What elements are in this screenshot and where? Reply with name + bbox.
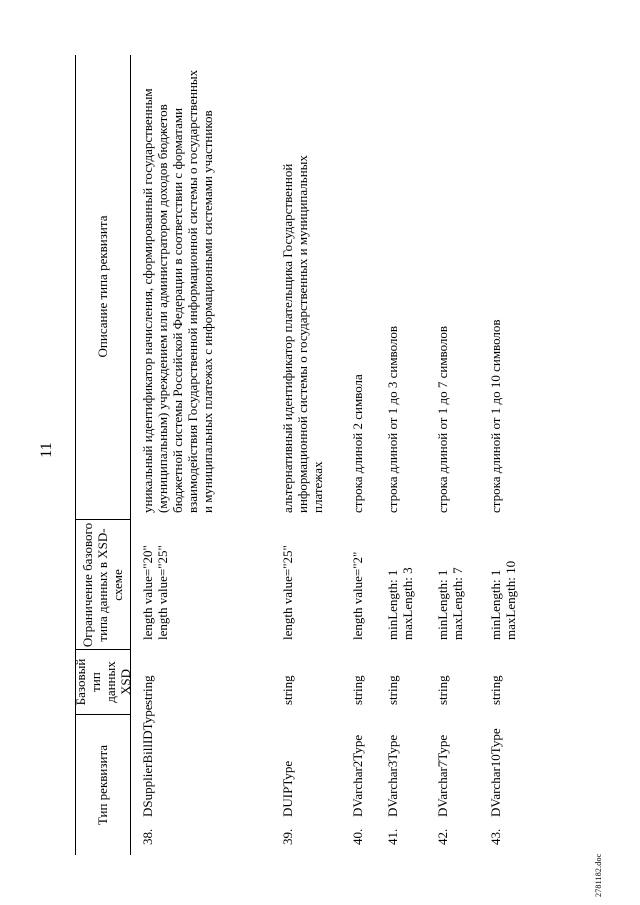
- row-type: DVarchar3Type: [385, 734, 400, 817]
- header-description: Описание типа реквизита: [95, 215, 110, 358]
- row-base-type: string: [385, 675, 400, 705]
- page-number: 11: [38, 442, 55, 458]
- row-number: 41.: [385, 828, 400, 845]
- row-restriction-line: maxLength: 3: [400, 567, 415, 640]
- row-restriction-line: length value="20": [140, 545, 155, 640]
- row-description: строка длиной 2 символа: [350, 374, 365, 513]
- row-restriction-line: minLength: 1: [385, 569, 400, 640]
- row-restriction-line: maxLength: 10: [503, 560, 518, 640]
- row-type: DVarchar7Type: [435, 734, 450, 817]
- row-number: 39.: [280, 828, 295, 845]
- row-base-type: string: [140, 675, 155, 705]
- header-divider-3: [75, 519, 130, 520]
- row-number: 40.: [350, 828, 365, 845]
- row-restriction-line: minLength: 1: [435, 569, 450, 640]
- row-type: DSupplierBillIDType: [140, 704, 155, 817]
- row-base-type: string: [435, 675, 450, 705]
- row-number: 38.: [140, 828, 155, 845]
- row-restriction-line: length value="25": [155, 545, 170, 640]
- header-type: Тип реквизита: [95, 744, 110, 826]
- header-restriction: Ограничение базового типа данных в XSD-схеме: [80, 522, 125, 648]
- row-description: уникальный идентификатор начисления, сформированный государственным (муниципальным) учреждением или администратором доходов бюджетов бюджетной системы Российской Федерации в соответствии с форматами взаимодействия Государственной информационной системы о государственных и муниципальных платежах с информационными системами участников: [140, 69, 215, 513]
- row-restriction-line: length value="25": [280, 545, 295, 640]
- row-number: 42.: [435, 828, 450, 845]
- row-base-type: string: [280, 675, 295, 705]
- row-description: строка длиной от 1 до 7 символов: [435, 325, 450, 513]
- row-base-type: string: [350, 675, 365, 705]
- row-type: DUIPType: [280, 760, 295, 817]
- row-number: 43.: [488, 828, 503, 845]
- row-description: альтернативный идентификатор плательщика Государственной информационной системы о государственных и муниципальных платежах: [280, 155, 325, 513]
- row-type: DVarchar2Type: [350, 734, 365, 817]
- row-restriction-line: length value="2": [350, 551, 365, 640]
- row-base-type: string: [488, 675, 503, 705]
- row-restriction-line: minLength: 1: [488, 569, 503, 640]
- file-id: 2781182.doc: [594, 853, 603, 897]
- row-description: строка длиной от 1 до 3 символов: [385, 325, 400, 513]
- header-divider-2: [75, 649, 130, 650]
- row-type: DVarchar10Type: [488, 728, 503, 817]
- row-description: строка длиной от 1 до 10 символов: [488, 319, 503, 513]
- header-base-type: Базовый тип данных XSD: [72, 658, 133, 706]
- table-header-bottom-border: [130, 55, 131, 855]
- row-restriction-line: maxLength: 7: [450, 567, 465, 640]
